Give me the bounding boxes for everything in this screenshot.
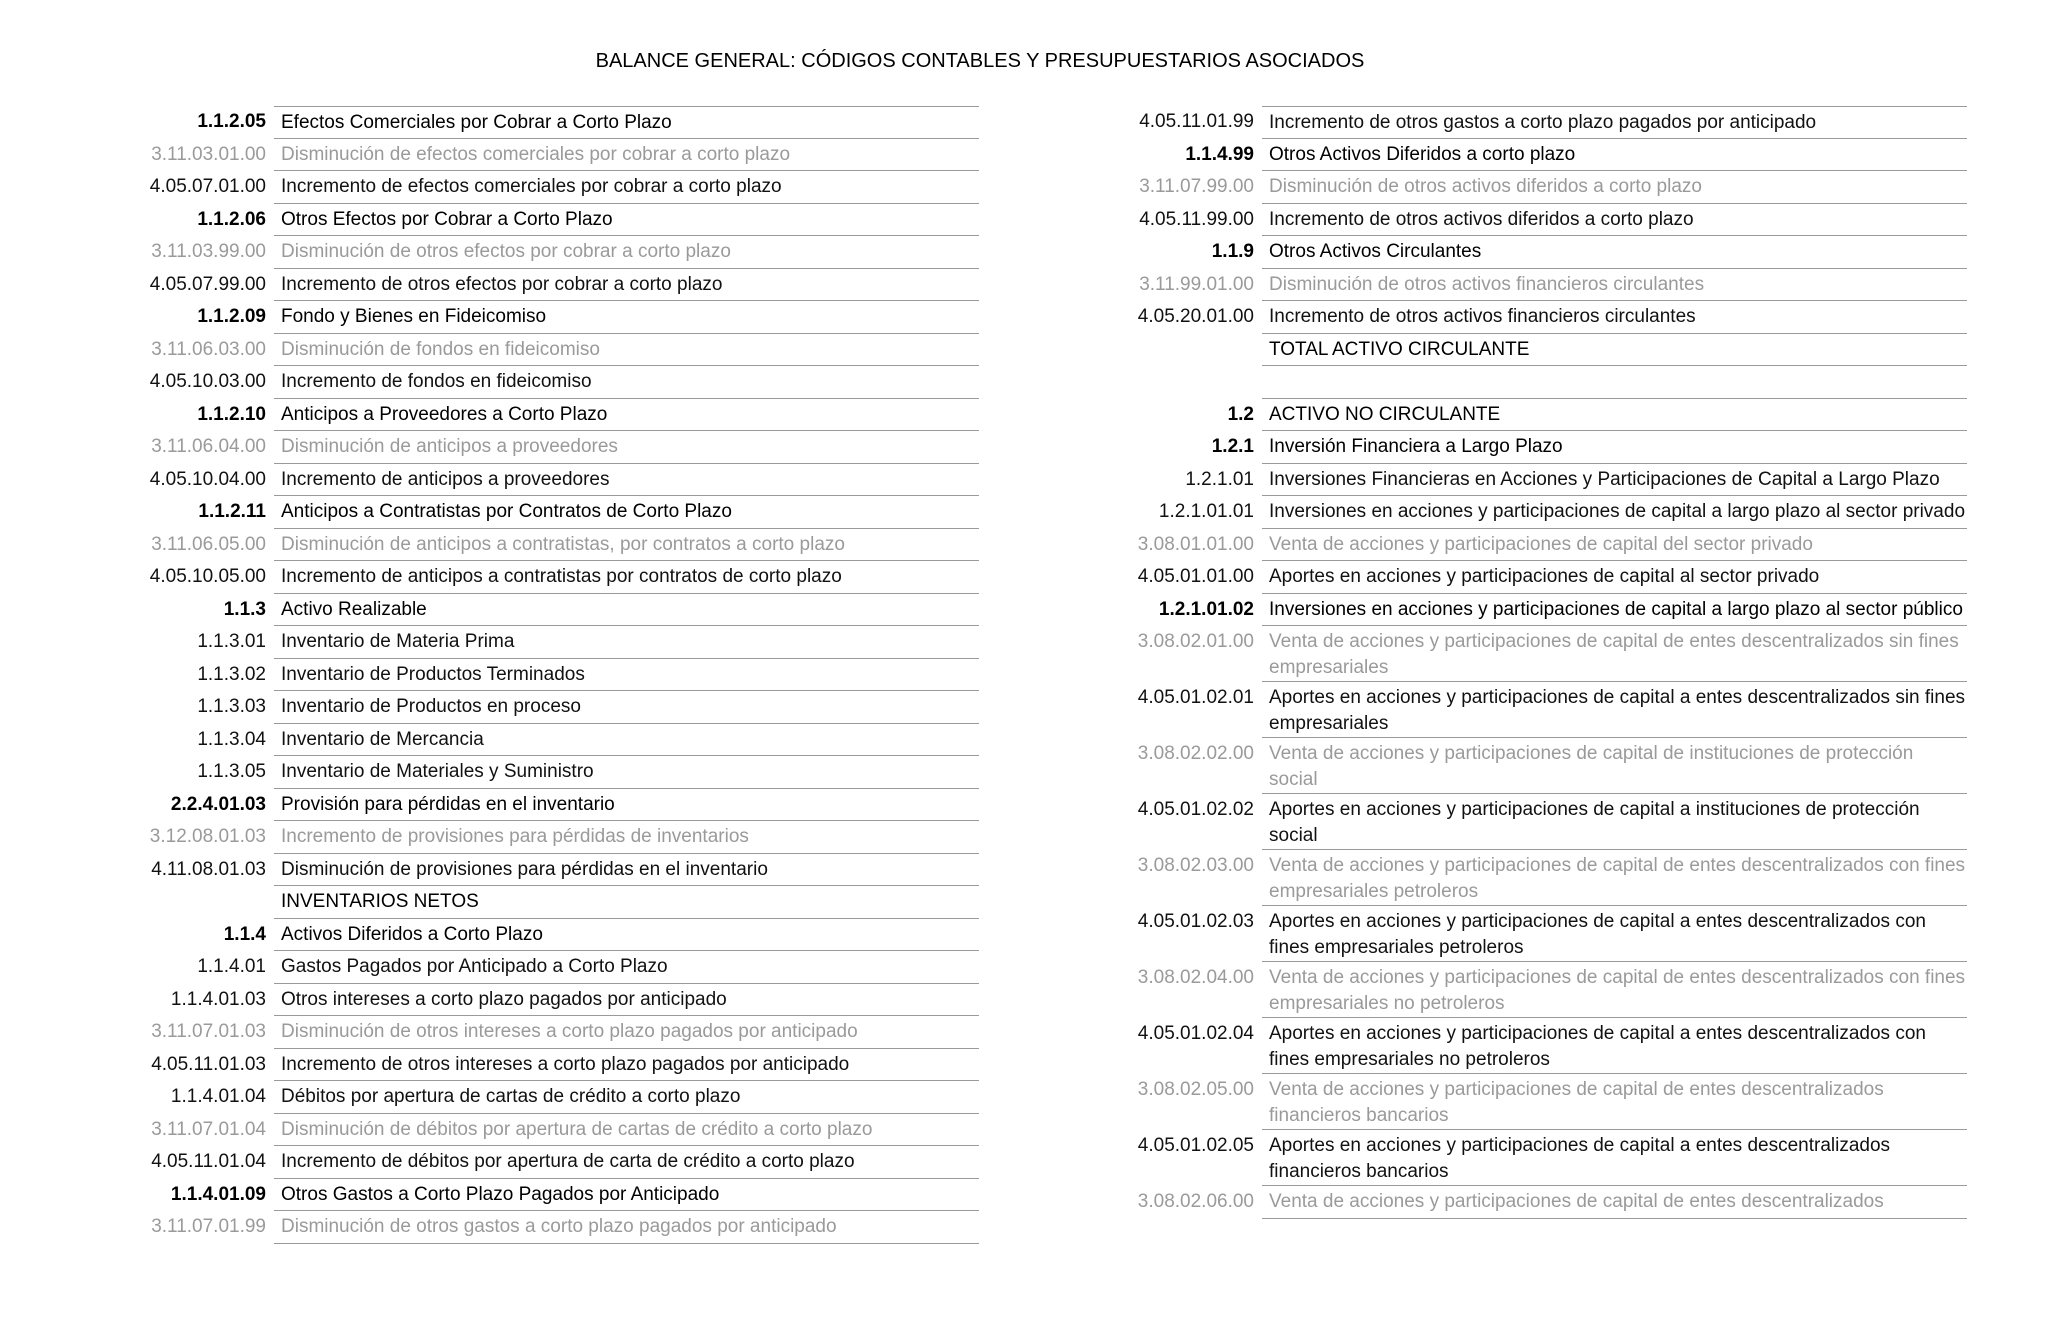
account-description: Otros Activos Diferidos a corto plazo	[1262, 139, 1967, 172]
account-description: Aportes en acciones y participaciones de capital a entes descentralizados sin fines empresariales	[1262, 682, 1967, 738]
account-code: 1.2.1	[1211, 436, 1254, 457]
account-description: Disminución de fondos en fideicomiso	[274, 334, 979, 367]
account-row	[130, 1146, 979, 1179]
account-description: Incremento de otros efectos por cobrar a corto plazo	[274, 269, 979, 302]
account-description: Venta de acciones y participaciones de capital de entes descentralizados sin fines empresariales	[1262, 626, 1967, 682]
account-description: Incremento de otros activos financieros circulantes	[1262, 301, 1967, 334]
account-description: Disminución de otros activos diferidos a corto plazo	[1262, 171, 1967, 204]
account-code: 3.08.02.04.00	[1137, 967, 1254, 988]
account-row	[130, 724, 979, 757]
account-code: 4.05.10.03.00	[149, 371, 266, 392]
account-code: 4.05.20.01.00	[1137, 306, 1254, 327]
account-description: Otros Efectos por Cobrar a Corto Plazo	[274, 204, 979, 237]
account-code: 1.1.4.01	[197, 956, 266, 977]
account-description: Inversiones en acciones y participaciones de capital a largo plazo al sector público	[1262, 594, 1967, 627]
account-description: Activos Diferidos a Corto Plazo	[274, 919, 979, 952]
account-code: 4.05.01.02.03	[1137, 911, 1254, 932]
account-description: Venta de acciones y participaciones de capital del sector privado	[1262, 529, 1967, 562]
account-description: Venta de acciones y participaciones de capital de entes descentralizados con fines empresariales no petroleros	[1262, 962, 1967, 1018]
account-code: 3.11.06.03.00	[151, 338, 266, 360]
account-description: Incremento de fondos en fideicomiso	[274, 366, 979, 399]
account-row	[130, 301, 979, 334]
account-row	[130, 1179, 979, 1212]
account-code: 4.05.11.99.00	[1139, 208, 1254, 230]
account-description: Anticipos a Proveedores a Corto Plazo	[274, 399, 979, 432]
account-code: 4.05.10.05.00	[149, 566, 266, 587]
account-description: Venta de acciones y participaciones de capital de entes descentralizados	[1262, 1186, 1967, 1219]
account-row	[130, 496, 979, 529]
account-code: 4.05.10.04.00	[149, 468, 266, 490]
account-row	[130, 171, 979, 204]
account-row	[1118, 1074, 1967, 1130]
account-row	[130, 1081, 979, 1114]
account-code: 3.11.06.05.00	[151, 533, 266, 555]
account-code: 1.1.2.05	[197, 111, 266, 132]
account-description: Activo Realizable	[274, 594, 979, 627]
account-code: 4.05.07.99.00	[149, 273, 266, 295]
account-row	[130, 789, 979, 822]
account-code: 1.1.3.02	[197, 663, 266, 685]
account-code: 3.11.07.01.03	[151, 1021, 266, 1042]
account-row	[1118, 431, 1967, 464]
account-row	[1118, 1186, 1967, 1219]
account-description: Anticipos a Contratistas por Contratos de Corto Plazo	[274, 496, 979, 529]
account-row	[130, 821, 979, 854]
account-row	[1118, 906, 1967, 962]
account-description: Incremento de provisiones para pérdidas de inventarios	[274, 821, 979, 854]
page-title: BALANCE GENERAL: CÓDIGOS CONTABLES Y PRESUPUESTARIOS ASOCIADOS	[595, 50, 1365, 72]
account-code: 4.05.01.02.02	[1137, 799, 1254, 820]
account-description: Fondo y Bienes en Fideicomiso	[274, 301, 979, 334]
account-description: Disminución de efectos comerciales por cobrar a corto plazo	[274, 139, 979, 172]
account-row	[1118, 962, 1967, 1018]
account-description: Aportes en acciones y participaciones de capital a entes descentralizados financieros bancarios	[1262, 1130, 1967, 1186]
account-code: 3.11.99.01.00	[1139, 273, 1254, 295]
account-description: Inventario de Productos en proceso	[274, 691, 979, 724]
account-description: Aportes en acciones y participaciones de capital al sector privado	[1262, 561, 1967, 594]
account-code: 1.1.3.01	[197, 631, 266, 652]
account-description: Gastos Pagados por Anticipado a Corto Plazo	[274, 951, 979, 984]
account-code	[130, 886, 274, 889]
account-row	[130, 691, 979, 724]
account-row	[130, 269, 979, 302]
account-description: Disminución de otros gastos a corto plazo pagados por anticipado	[274, 1211, 979, 1244]
account-code: 1.1.3.05	[197, 761, 266, 782]
account-description: Disminución de provisiones para pérdidas en el inventario	[274, 854, 979, 887]
account-description: Disminución de débitos por apertura de cartas de crédito a corto plazo	[274, 1114, 979, 1147]
account-row	[1118, 1130, 1967, 1186]
account-row	[130, 236, 979, 269]
account-row	[130, 854, 979, 887]
account-description: Otros intereses a corto plazo pagados por anticipado	[274, 984, 979, 1017]
account-row	[130, 984, 979, 1017]
account-row	[1118, 334, 1967, 367]
account-description: Efectos Comerciales por Cobrar a Corto Plazo	[274, 106, 979, 139]
account-row	[130, 464, 979, 497]
account-description: Incremento de anticipos a contratistas por contratos de corto plazo	[274, 561, 979, 594]
account-row	[130, 626, 979, 659]
account-code: 1.1.9	[1211, 241, 1254, 262]
account-description: Incremento de otros gastos a corto plazo pagados por anticipado	[1262, 106, 1967, 139]
account-description: Inversiones en acciones y participaciones de capital a largo plazo al sector privado	[1262, 496, 1967, 529]
account-code: 4.05.07.01.00	[149, 176, 266, 197]
account-code: 3.12.08.01.03	[149, 826, 266, 847]
account-code: 1.1.4.01.09	[170, 1183, 266, 1205]
account-code: 1.1.3.03	[197, 696, 266, 717]
account-row	[1118, 236, 1967, 269]
account-row	[1118, 738, 1967, 794]
account-code: 1.2.1.01.02	[1158, 598, 1254, 620]
account-code	[1118, 366, 1262, 369]
account-row	[1118, 171, 1967, 204]
account-row	[130, 366, 979, 399]
account-row	[130, 1211, 979, 1244]
account-code: 3.11.07.01.99	[151, 1216, 266, 1237]
account-description: Venta de acciones y participaciones de capital de entes descentralizados financieros bancarios	[1262, 1074, 1967, 1130]
account-row	[1118, 399, 1967, 432]
account-description: Disminución de anticipos a contratistas, por contratos a corto plazo	[274, 529, 979, 562]
account-description: INVENTARIOS NETOS	[274, 886, 979, 919]
account-description: Inversiones Financieras en Acciones y Participaciones de Capital a Largo Plazo	[1262, 464, 1967, 497]
account-description: Incremento de efectos comerciales por cobrar a corto plazo	[274, 171, 979, 204]
account-row	[130, 1016, 979, 1049]
account-code: 4.05.11.01.04	[151, 1151, 266, 1172]
account-code: 3.11.03.01.00	[151, 143, 266, 165]
account-code: 1.2.1.01.01	[1158, 501, 1254, 522]
account-row	[130, 399, 979, 432]
account-description: Incremento de otros intereses a corto plazo pagados por anticipado	[274, 1049, 979, 1082]
account-code: 3.08.02.05.00	[1137, 1079, 1254, 1100]
account-code: 4.05.01.01.00	[1137, 566, 1254, 587]
account-row	[1118, 561, 1967, 594]
account-row	[1118, 682, 1967, 738]
account-code: 1.2.1.01	[1185, 468, 1254, 490]
account-code: 1.1.2.06	[197, 208, 266, 230]
account-code: 1.1.4.01.03	[170, 988, 266, 1010]
account-code: 4.05.01.02.01	[1137, 687, 1254, 708]
account-code: 1.1.4.99	[1185, 143, 1254, 165]
account-code: 3.11.03.99.00	[151, 241, 266, 262]
account-row	[130, 756, 979, 789]
account-row	[130, 951, 979, 984]
account-description: Incremento de débitos por apertura de carta de crédito a corto plazo	[274, 1146, 979, 1179]
account-description: Inventario de Mercancia	[274, 724, 979, 757]
account-row	[1118, 269, 1967, 302]
account-description: Aportes en acciones y participaciones de capital a instituciones de protección social	[1262, 794, 1967, 850]
account-row	[1118, 366, 1967, 399]
account-code: 4.05.01.02.04	[1137, 1023, 1254, 1044]
account-row	[1118, 496, 1967, 529]
account-row	[1118, 106, 1967, 139]
account-code: 3.11.06.04.00	[151, 436, 266, 457]
account-code: 1.1.3	[223, 598, 266, 620]
account-row	[130, 204, 979, 237]
account-description	[1262, 366, 1967, 399]
account-description: Débitos por apertura de cartas de crédito a corto plazo	[274, 1081, 979, 1114]
account-row	[130, 334, 979, 367]
account-row	[1118, 794, 1967, 850]
account-code: 4.11.08.01.03	[151, 858, 266, 880]
account-row	[130, 139, 979, 172]
account-row	[1118, 204, 1967, 237]
account-code: 3.08.02.06.00	[1137, 1191, 1254, 1212]
account-code: 3.11.07.99.00	[1139, 176, 1254, 197]
account-code: 1.1.4	[223, 923, 266, 945]
account-row	[1118, 626, 1967, 682]
account-code: 1.1.2.09	[197, 306, 266, 327]
account-description: Venta de acciones y participaciones de capital de instituciones de protección social	[1262, 738, 1967, 794]
account-row	[1118, 594, 1967, 627]
account-description: Venta de acciones y participaciones de capital de entes descentralizados con fines empresariales petroleros	[1262, 850, 1967, 906]
account-description: Aportes en acciones y participaciones de capital a entes descentralizados con fines empresariales no petroleros	[1262, 1018, 1967, 1074]
account-description: Otros Gastos a Corto Plazo Pagados por Anticipado	[274, 1179, 979, 1212]
account-description: Disminución de otros intereses a corto plazo pagados por anticipado	[274, 1016, 979, 1049]
account-code: 1.1.2.10	[197, 403, 266, 425]
account-row	[130, 431, 979, 464]
account-row	[130, 919, 979, 952]
account-row	[1118, 529, 1967, 562]
account-code: 4.05.01.02.05	[1137, 1135, 1254, 1156]
account-description: Inventario de Productos Terminados	[274, 659, 979, 692]
account-row	[130, 1049, 979, 1082]
account-code: 4.05.11.01.99	[1139, 111, 1254, 132]
account-code: 4.05.11.01.03	[151, 1053, 266, 1075]
account-description: Provisión para pérdidas en el inventario	[274, 789, 979, 822]
account-row	[130, 594, 979, 627]
account-row	[1118, 850, 1967, 906]
account-description: Aportes en acciones y participaciones de capital a entes descentralizados con fines empresariales petroleros	[1262, 906, 1967, 962]
account-code: 1.2	[1227, 403, 1254, 425]
account-code: 3.11.07.01.04	[151, 1118, 266, 1140]
account-code: 1.1.2.11	[198, 501, 266, 522]
account-row	[1118, 139, 1967, 172]
account-row	[130, 561, 979, 594]
account-description: TOTAL ACTIVO CIRCULANTE	[1262, 334, 1967, 367]
account-description: Inventario de Materiales y Suministro	[274, 756, 979, 789]
account-row	[130, 106, 979, 139]
account-code	[1118, 334, 1262, 337]
account-row	[130, 659, 979, 692]
account-row	[1118, 301, 1967, 334]
account-row	[1118, 464, 1967, 497]
account-row	[130, 1114, 979, 1147]
account-description: ACTIVO NO CIRCULANTE	[1262, 399, 1967, 432]
account-description: Disminución de anticipos a proveedores	[274, 431, 979, 464]
account-code: 3.08.01.01.00	[1137, 533, 1254, 555]
account-description: Disminución de otros activos financieros circulantes	[1262, 269, 1967, 302]
account-description: Inventario de Materia Prima	[274, 626, 979, 659]
account-code: 3.08.02.01.00	[1137, 631, 1254, 652]
account-description: Otros Activos Circulantes	[1262, 236, 1967, 269]
account-description: Inversión Financiera a Largo Plazo	[1262, 431, 1967, 464]
account-code: 1.1.4.01.04	[170, 1086, 266, 1107]
account-row	[130, 886, 979, 919]
account-row	[130, 529, 979, 562]
account-description: Incremento de anticipos a proveedores	[274, 464, 979, 497]
account-description: Incremento de otros activos diferidos a corto plazo	[1262, 204, 1967, 237]
account-row	[1118, 1018, 1967, 1074]
account-description: Disminución de otros efectos por cobrar a corto plazo	[274, 236, 979, 269]
account-code: 1.1.3.04	[197, 728, 266, 750]
account-code: 2.2.4.01.03	[170, 793, 266, 815]
right-column	[1118, 106, 1967, 1219]
account-code: 3.08.02.03.00	[1137, 855, 1254, 876]
account-code: 3.08.02.02.00	[1137, 743, 1254, 764]
left-column	[130, 106, 979, 1244]
